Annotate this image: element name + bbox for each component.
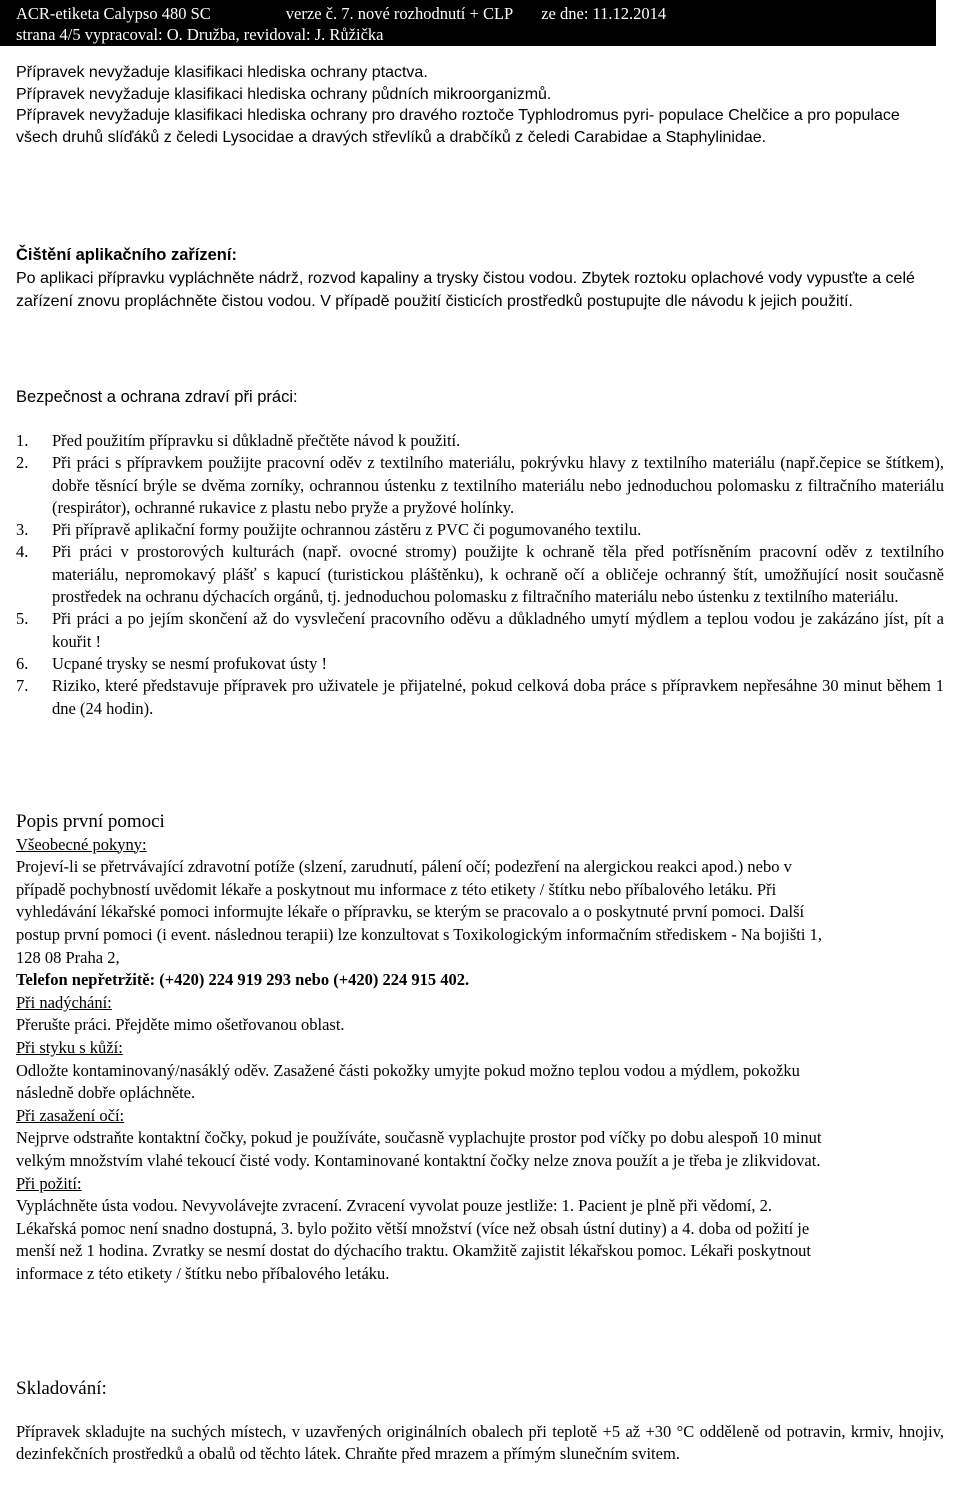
first-aid-eyes-label: Při zasažení očí: xyxy=(16,1105,125,1125)
header-line-2: strana 4/5 vypracoval: O. Družba, revidoval: J. Růžička xyxy=(16,25,384,44)
first-aid-section xyxy=(16,811,836,1285)
safety-item: 4. Při práci v prostorových kulturách (např. ovocné stromy) použijte k ochraně těla před potřísněním pracovní oděv z textilního materiálu, nepromokavý plášť s kapucí (turistickou pláštěnku), k ochraně očí a obličeje ochranný štít, umožňující nosit současně prostředek na ochranu dýchacích orgánů, tj. jednoduchou polomasku z filtračního materiálu nebo ústenku z textilního materiálu. xyxy=(16,542,944,607)
first-aid-inhalation-text: Přerušte práci. Přejděte mimo ošetřovanou oblast. xyxy=(16,1015,345,1035)
header-label-title: ACR-etiketa Calypso 480 SC xyxy=(16,4,211,23)
intro-section xyxy=(16,62,944,148)
safety-item: 7. Riziko, které představuje přípravek pro uživatele je přijatelné, pokud celková doba práce s přípravkem nepřesáhne 30 minut během 1 dne (24 hodin). xyxy=(16,676,944,718)
first-aid-ingestion-label: Při požití: xyxy=(16,1173,82,1193)
header-version: verze č. 7. nové rozhodnutí + CLP xyxy=(285,4,514,23)
first-aid-eyes-text: Nejprve odstraňte kontaktní čočky, pokud je používáte, současně vyplachujte prostor pod víčky po dobu alespoň 10 minut velkým množstvím vlahé tekoucí čisté vody. Kontaminované kontaktní čočky nelze znova použít a je třeba je zlikvidovat. xyxy=(16,1128,822,1170)
first-aid-general-text: Projeví-li se přetrvávající zdravotní potíže (slzení, zarudnutí, pálení očí; podezření na alergickou reakci apod.) nebo v případě pochybností uvědomit lékaře a poskytnout mu informace z této etikety / štítku nebo příbalového letáku. Při vyhledávání lékařské pomoci informujte lékaře o přípravku, se kterým se pracovalo a o poskytnuté první pomoci. Další postup první pomoci (i event. následnou terapii) lze konzultovat s Toxikologickým informačním střediskem - Na bojišti 1, 128 08 Praha 2, xyxy=(16,857,822,967)
safety-heading: Bezpečnost a ochrana zdraví při práci: xyxy=(16,388,298,406)
first-aid-phone: Telefon nepřetržitě: (+420) 224 919 293 nebo (+420) 224 915 402. xyxy=(16,970,470,990)
cleaning-heading: Čištění aplikačního zařízení: xyxy=(16,246,237,264)
header-date: ze dne: 11.12.2014 xyxy=(541,4,667,23)
cleaning-section xyxy=(16,244,944,313)
first-aid-skin-label: Při styku s kůží: xyxy=(16,1037,123,1057)
safety-list xyxy=(16,430,944,720)
safety-item: 3. Při přípravě aplikační formy použijte ochrannou zástěru z PVC či pogumovaného textilu. xyxy=(16,520,642,540)
intro-paragraph-birds: Přípravek nevyžaduje klasifikaci hlediska ochrany ptactva. xyxy=(16,64,428,81)
safety-list-section xyxy=(16,430,944,720)
safety-item: 2. Při práci s přípravkem použijte pracovní oděv z textilního materiálu, pokrývku hlavy z textilního materiálu (např.čepice se štítkem), dobře těsnící brýle se dvěma zorníky, ochrannou ústenku z textilního materiálu nebo jednoduchou polomasku z filtračního materiálu (respirátor), ochranné rukavice z plastu nebo pryže a pryžové holínky. xyxy=(16,453,944,517)
first-aid-general-label: Všeobecné pokyny: xyxy=(16,834,147,854)
header-line-1 xyxy=(16,3,924,24)
cleaning-text: Po aplikaci přípravku vypláchněte nádrž, rozvod kapaliny a trysky čistou vodou. Zbytek roztoku oplachové vody vypusťte a celé zařízení znovu propláchněte čistou vodou. V případě použití čisticích prostředků postupujte dle návodu k jejich použití. xyxy=(16,270,915,310)
safety-item: 6. Ucpané trysky se nesmí profukovat ústy ! xyxy=(16,653,327,673)
intro-paragraph-predators: Přípravek nevyžaduje klasifikaci hlediska ochrany pro dravého roztoče Typhlodromus pyri- populace Chelčice a pro populace všech druhů slíďáků z čeledi Lysocidae a dravých střevlíků a drabčíků z čeledi Carabidae a Staphylinidae. xyxy=(16,107,900,146)
storage-heading: Skladování: xyxy=(16,1378,107,1399)
safety-item: 5. Při práci a po jejím skončení až do vysvlečení pracovního oděvu a důkladného umytí mýdlem a teplou vodou je zakázáno jíst, pít a kouřit ! xyxy=(16,609,944,651)
first-aid-skin-text: Odložte kontaminovaný/nasáklý oděv. Zasažené části pokožky umyjte pokud možno teplou vodou a mýdlem, pokožku následně dobře opláchněte. xyxy=(16,1060,800,1103)
intro-paragraph-soil: Přípravek nevyžaduje klasifikaci hlediska ochrany půdních mikroorganizmů. xyxy=(16,85,552,103)
safety-item: 1. Před použitím přípravku si důkladně přečtěte návod k použití. xyxy=(16,431,461,450)
first-aid-inhalation-label: Při nadýchání: xyxy=(16,992,112,1012)
document-header xyxy=(0,0,936,46)
first-aid-ingestion-text: Vypláchněte ústa vodou. Nevyvolávejte zvracení. Zvracení vyvolat pouze jestliže: 1. Pacient je plně při vědomí, 2. Lékařská pomoc není snadno dostupná, 3. bylo požito větší množství (více než obsah ústní dutiny) a 4. doba od požití je menší než 1 hodina. Zvratky se nesmí dostat do dýchacího traktu. Okamžitě zajistit lékařskou pomoc. Lékaři poskytnout informace z této etikety / štítku nebo příbalového letáku. xyxy=(16,1196,812,1283)
storage-text: Přípravek skladujte na suchých místech, v uzavřených originálních obalech při teplotě +5 až +30 °C odděleně od potravin, krmiv, hnojiv, dezinfekčních prostředků a obalů od těchto látek. Chraňte před mrazem a přímým slunečním svitem. xyxy=(16,1421,944,1464)
storage-section xyxy=(16,1378,944,1466)
first-aid-heading: Popis první pomoci xyxy=(16,811,165,832)
safety-section xyxy=(16,386,944,408)
